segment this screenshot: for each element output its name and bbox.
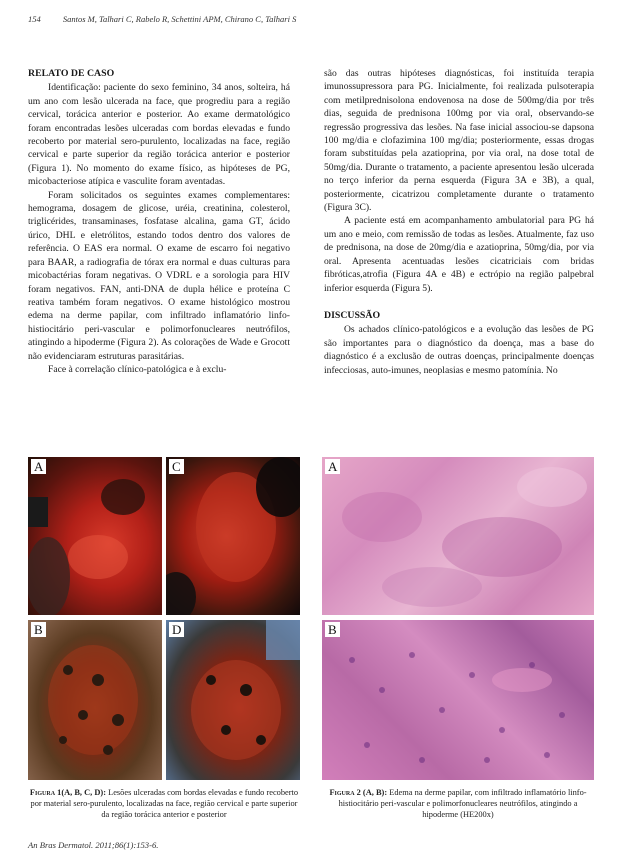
figure2-panel-b-histology [322,620,594,780]
paragraph-discussion: Os achados clínico-patológicos e a evolução das lesões de PG são importantes para o diagnóstico da doença, mas a base do diagnóstico é a exclusão de outras doenças, principalmente doenças infecciosas, auto-imunes, neoplasias e mesmo patomínia. No [324,324,594,376]
left-column [28,67,290,376]
paragraph-follow-up: A paciente está em acompanhamento ambulatorial para PG há um ano e meio, com remissão de todas as lesões. Atualmente, faz uso de prednisona, na dose de 20mg/dia e azatioprina, 50mg/dia, por via oral. Apresenta acentuadas lesões cicatriciais com bridas fibróticas,atrofia (Figura 4A e 4B) e ectrópio na região palpebral inferior esquerda (Figura 5). [324,215,594,294]
figure1-caption [28,787,300,820]
figure2-panel-b-texture [322,620,594,780]
figure1-panel-a-photo [28,457,162,615]
figure1-caption-label: Figura 1(A, B, C, D): [29,788,106,797]
figure1-panel-c-photo [166,457,300,615]
paragraph-identification: Identificação: paciente do sexo feminino, 34 anos, solteira, há um ano com lesão ulcerada na face, que progrediu para a região cervical, torácica anterior e posterior. Ao exame dermatológico foram encontradas lesões ulceradas com bordas elevadas e fundo recoberto por material sero-purulento, localizadas na face, região cervical e parte superior da região torácica anterior e posterior (Figura 1). No momento do exame físico, as hipóteses de PG, micobacteriose atípica e vasculite foram aventadas. [28,82,290,188]
page-number: 154 [28,14,41,24]
figure1-caption-text: Lesões ulceradas com bordas elevadas e fundo recoberto por material sero-purulento, localizadas na face, região cervical e parte superior da região torácica anterior e posterior [30,788,299,819]
figure1-label-b: B [31,622,46,637]
figure2-caption-text: Edema na derme papilar, com infiltrado inflamatório linfo-histiocitário peri-vascular e polimorfonucleares neutrófilos, atingindo a hipoderme (HE200x) [338,788,587,819]
figure1-panel-a-texture [28,457,162,615]
paragraph-correlation: Face à correlação clínico-patológica e à exclu- [48,363,227,375]
figure1-label-c: C [169,459,184,474]
right-column [324,67,594,377]
paragraph-therapy: são das outras hipóteses diagnósticas, foi instituída terapia imunossupressora para PG. Inicialmente, foi realizada pulsoterapia com metilprednisolona endovenosa na dose de 500mg/dia por três dias, seguida de prednisona 100mg por via oral, observando-se regressão progressiva das lesões. Na fase inicial associou-se dapsona 100 mg/dia e clofazimina 100 mg/dia; posteriormente, essas drogas foram substituídas pela azatioprina, por via oral, na dose total de 50mg/dia. Durante o tratamento, a paciente apresentou lesão ulcerada no terço inferior da perna esquerda (Figura 3A e 3B), a qual, posteriormente, cicatrizou completamente durante o tratamento (Figura 3C). [324,68,594,214]
figure1-panel-d-texture [166,620,300,780]
figure2-caption-label: Figura 2 (A, B): [329,788,388,797]
figure2-panel-a-histology [322,457,594,615]
figure2-label-a: A [325,459,340,474]
journal-citation: An Bras Dermatol. 2011;86(1):153-6. [28,840,159,850]
figure1-label-d: D [169,622,184,637]
running-header [28,14,296,24]
header-authors: Santos M, Talhari C, Rabelo R, Schettini APM, Chirano C, Talhari S [62,14,297,24]
figure2-label-b: B [325,622,340,637]
figure1-label-a: A [31,459,46,474]
figure2-caption [322,787,594,820]
figure1-panel-b-photo [28,620,162,780]
figure1-panel-c-texture [166,457,300,615]
paragraph-exams: Foram solicitados os seguintes exames complementares: hemograma, dosagem de glicose, uréia, creatinina, colesterol, triglicérides, transaminases, fosfatase alcalina, gama GT, ácido úrico, DHL e eletrólitos, estando todos dentro dos valores de referência. O EAS era normal. O exame de escarro foi negativo para BAAR, a radiografia de tórax era normal e duas culturas para micobactérias foram negativas. O VDRL e a sorologia para HIV foram negativos. FAN, anti-DNA de dupla hélice e proteína C reativa também foram negativos. O exame histológico mostrou edema na derme papilar, com infiltrado inflamatório linfo-histiocitário peri-vascular e polimorfonucleares neutrófilos, atingindo a hipoderme (Figura 2). As colorações de Wade e Grocott não evidenciaram estruturas parasitárias. [28,189,290,362]
section-heading-case-report: RELATO DE CASO [28,68,115,79]
section-heading-discussion: DISCUSSÃO [324,309,381,321]
figure1-panel-d-photo [166,620,300,780]
figure1-panel-b-texture [28,620,162,780]
figure2-panel-a-texture [322,457,594,615]
